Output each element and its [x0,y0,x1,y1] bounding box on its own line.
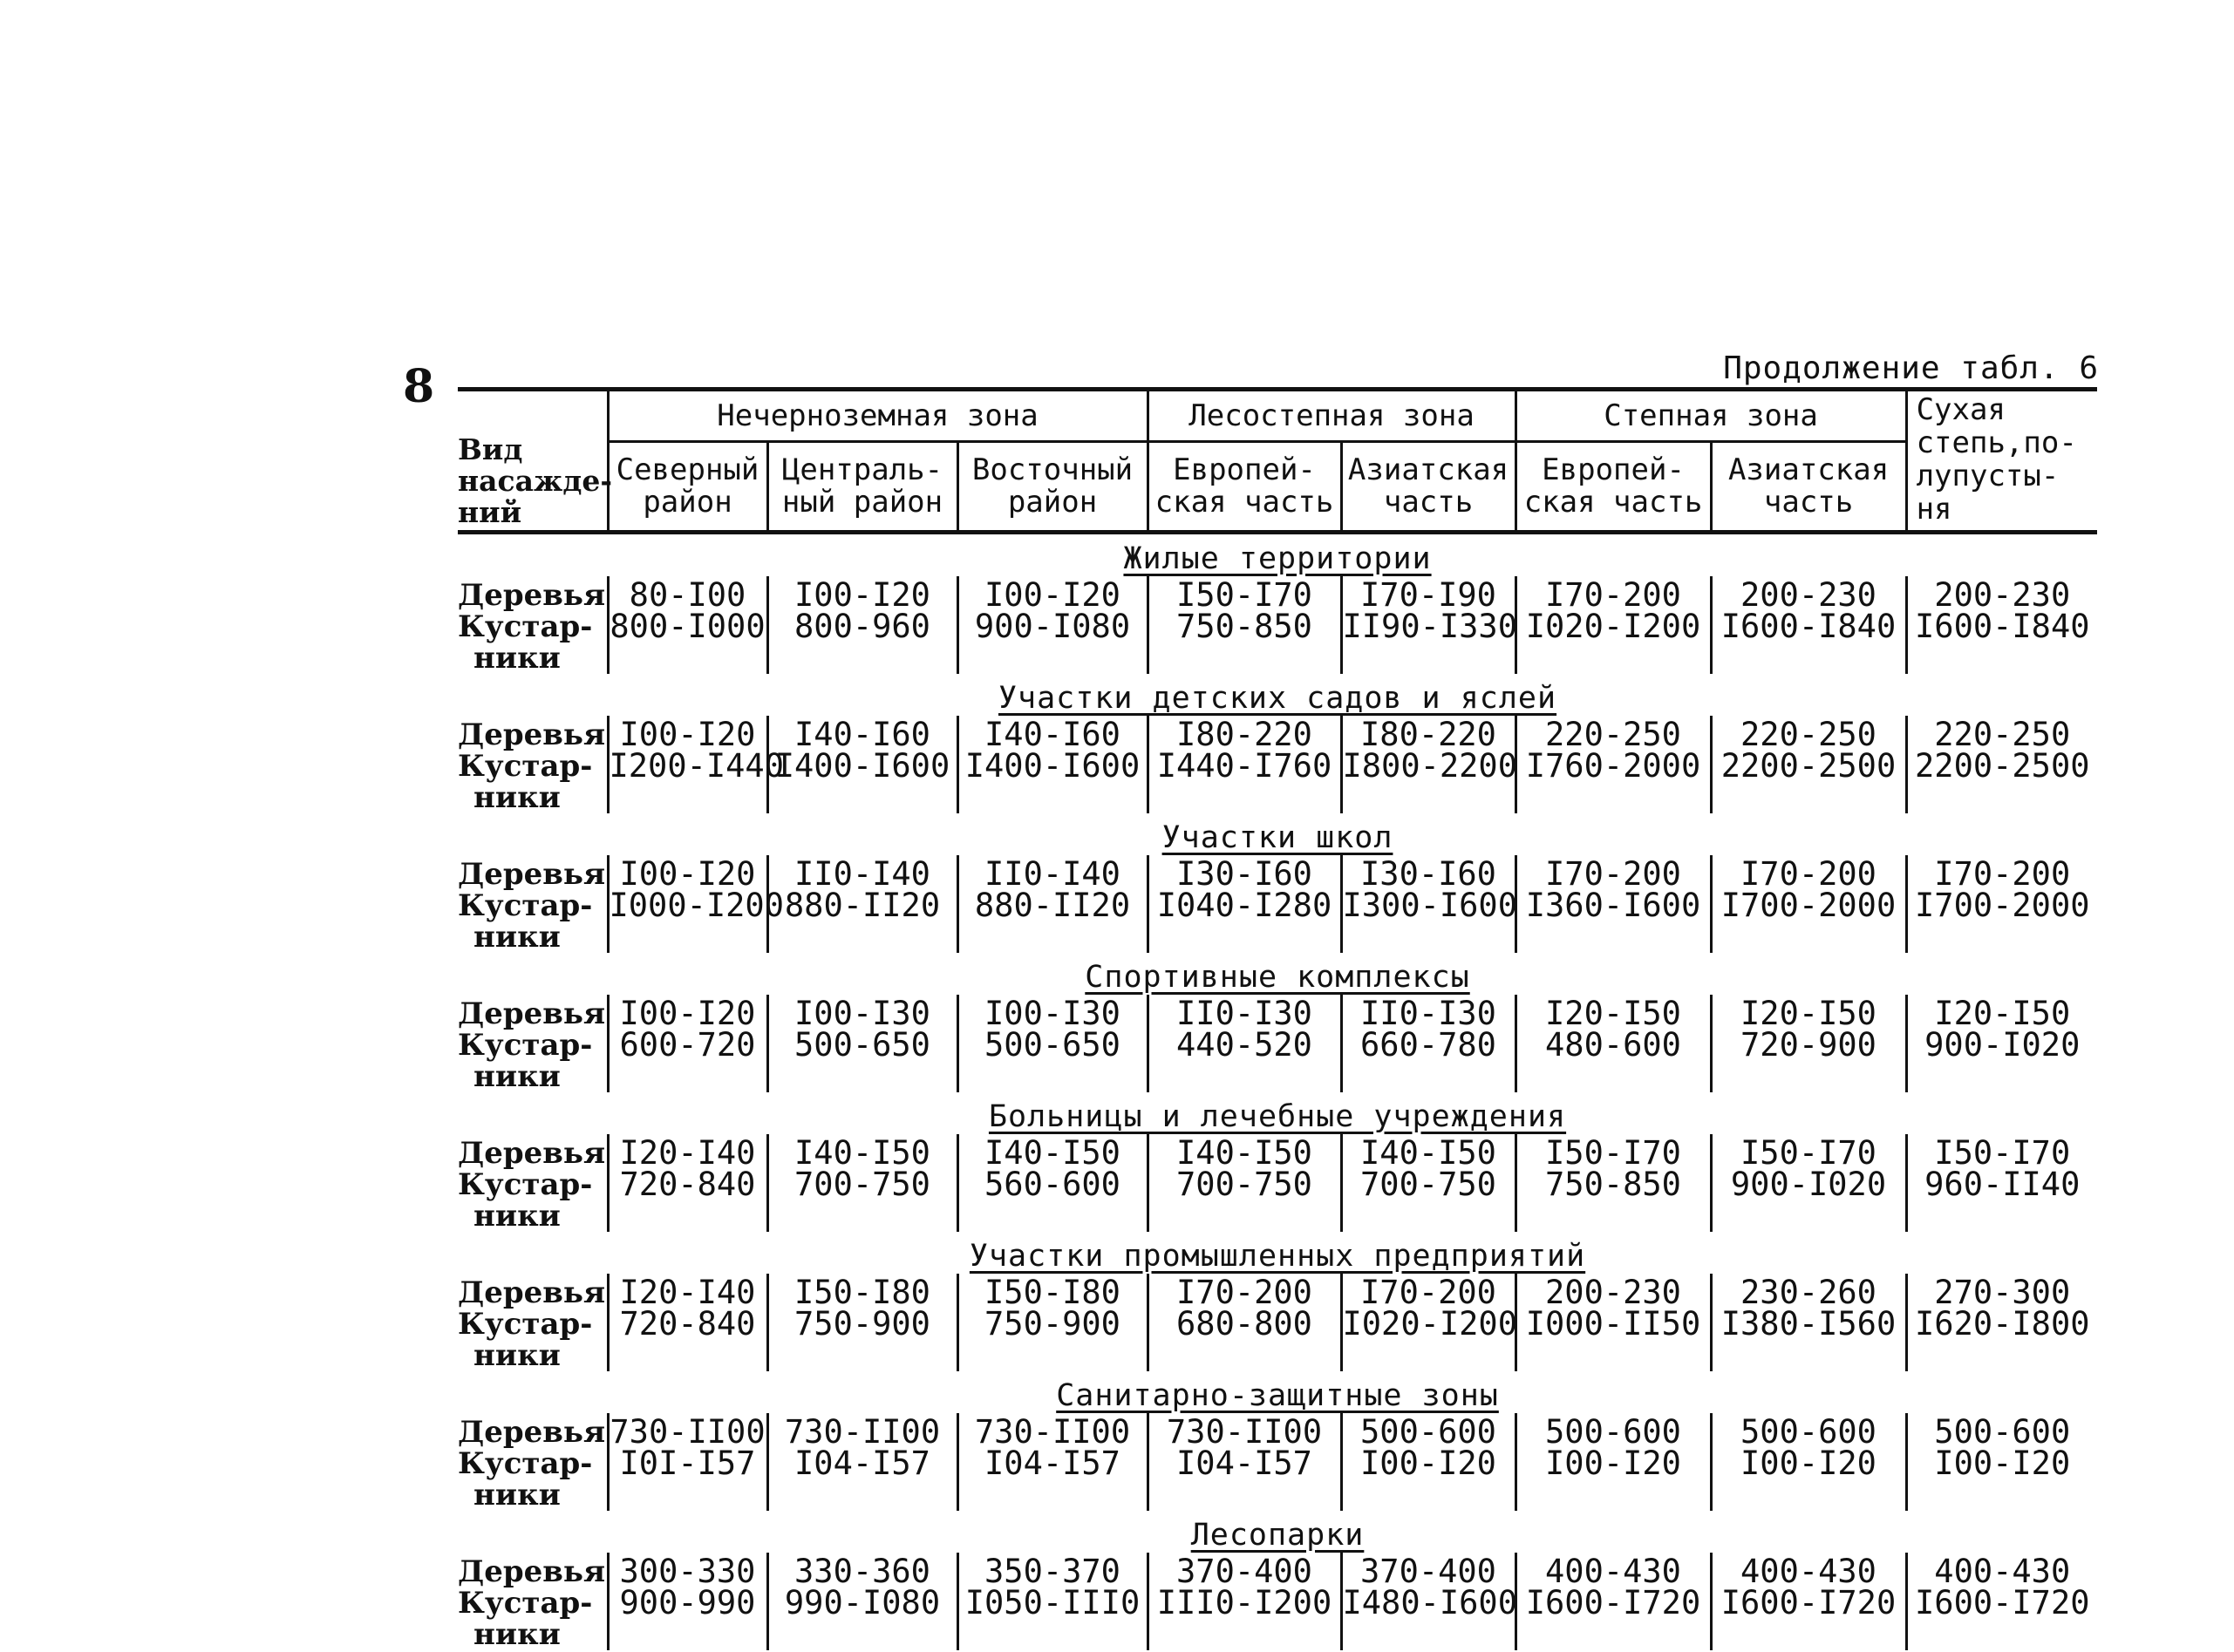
table-cell [1341,716,1515,813]
section-title: Жилые территории [1123,541,1432,576]
trees-value: 500-600 [1545,1413,1681,1451]
table-row [458,576,2097,674]
row-label: Деревья [458,1415,606,1450]
trees-value: II0-I40 [984,855,1120,893]
data-table [458,387,2097,1650]
row-label-cell [458,1413,608,1511]
trees-value: I40-I60 [984,716,1120,753]
trees-value: I40-I60 [794,716,930,753]
shrubs-value: 900-990 [619,1584,756,1621]
row-label: Кустар- [458,749,593,784]
table-cell [957,716,1148,813]
table-row [458,1134,2097,1232]
table-cell [1711,1274,1906,1371]
table-cell [1515,1274,1711,1371]
trees-value: 400-430 [1545,1553,1681,1590]
trees-value: 300-330 [619,1553,756,1590]
table-cell [767,1274,957,1371]
shrubs-value: 480-600 [1545,1026,1681,1064]
trees-value: I00-I30 [794,995,930,1032]
section-title-row [458,1092,2097,1134]
trees-value: I50-I80 [794,1274,930,1311]
table-cell [1515,1134,1711,1232]
table-row [458,1274,2097,1371]
shrubs-value: 600-720 [619,1026,756,1064]
row-label: Кустар- [458,1028,593,1063]
shrubs-value: I800-2200 [1342,747,1517,785]
trees-value: I20-I50 [1934,995,2071,1032]
table-cell [1515,716,1711,813]
table-cell [608,855,784,953]
trees-value: I00-I20 [619,855,756,893]
table-continuation-caption: Продолжение табл. 6 [1723,350,2099,386]
page-number: 8 [403,360,435,413]
shrubs-value: 990-I080 [784,1584,941,1621]
row-label: ники [473,780,561,815]
trees-value: 400-430 [1740,1553,1876,1590]
table-cell [1711,1413,1906,1511]
row-label: Кустар- [458,1586,593,1621]
trees-value: 230-260 [1740,1274,1876,1311]
table-cell [1148,1134,1341,1232]
shrubs-value: I400-I600 [774,747,950,785]
shrubs-value: 2200-2500 [1720,747,1897,785]
shrubs-value: I480-I600 [1342,1584,1517,1621]
table-cell [957,1553,1148,1650]
shrubs-value: I00-I20 [1360,1445,1496,1482]
trees-value: I70-I90 [1360,576,1496,614]
trees-value: I30-I60 [1176,855,1312,893]
trees-value: II0-I30 [1360,995,1496,1032]
table-cell [608,576,767,674]
shrubs-value: I700-2000 [1915,887,2090,924]
trees-value: 220-250 [1934,716,2071,753]
shrubs-value: I600-I720 [1525,1584,1701,1621]
row-label-cell [458,855,608,953]
table-cell [1711,1553,1906,1650]
table-row [458,855,2097,953]
row-label: Деревья [458,1554,606,1589]
trees-value: 730-II00 [974,1413,1131,1451]
shrubs-value: I000-I200 [609,887,784,924]
subcolumn-header: Северный район [608,442,767,533]
shrubs-value: I200-I440 [609,747,784,785]
table-cell [767,576,957,674]
table-cell [1906,716,2097,813]
trees-value: 200-230 [1934,576,2071,614]
trees-value: I70-200 [1740,855,1876,893]
trees-value: I40-I50 [1360,1134,1496,1172]
trees-value: II0-I30 [1176,995,1312,1032]
row-label: Кустар- [458,1307,593,1342]
table-cell [608,1413,767,1511]
shrubs-value: 900-I020 [1924,1026,2081,1064]
shrubs-value: 750-900 [794,1305,930,1343]
row-label: Деревья [458,1275,606,1310]
shrubs-value: 720-900 [1740,1026,1876,1064]
row-label-cell [458,1134,608,1232]
trees-value: I70-200 [1176,1274,1312,1311]
table-cell [1341,1553,1515,1650]
trees-value: I70-200 [1934,855,2071,893]
shrubs-value: 660-780 [1360,1026,1496,1064]
table-cell [1515,576,1711,674]
trees-value: I70-200 [1545,855,1681,893]
subcolumn-header: Азиатская часть [1711,442,1906,533]
trees-value: I00-I20 [984,576,1120,614]
row-label: ники [473,920,561,955]
table-cell [957,1134,1148,1232]
trees-value: I00-I20 [619,995,756,1032]
row-label: ники [473,1199,561,1234]
trees-value: I70-200 [1360,1274,1496,1311]
trees-value: I00-I20 [794,576,930,614]
shrubs-value: 880-II20 [784,887,941,924]
section-title-row [458,534,2097,576]
shrubs-value: 960-II40 [1924,1166,2081,1203]
shrubs-value: 700-750 [1176,1166,1312,1203]
table-cell [1906,855,2097,953]
trees-value: 200-230 [1740,576,1876,614]
table-cell [1341,576,1515,674]
trees-value: I40-I50 [794,1134,930,1172]
table-cell [1341,1274,1515,1371]
table-cell [608,1553,767,1650]
table-cell [1148,716,1341,813]
table-cell [1711,855,1906,953]
shrubs-value: I050-III0 [964,1584,1141,1621]
trees-value: I20-I50 [1740,995,1876,1032]
table-cell [1711,716,1906,813]
shrubs-value: 440-520 [1176,1026,1312,1064]
table-cell [1148,855,1341,953]
table-cell [957,855,1148,953]
shrubs-value: I300-I600 [1342,887,1517,924]
shrubs-value: 800-I000 [610,608,766,645]
trees-value: 330-360 [794,1553,930,1590]
table-cell [608,1134,767,1232]
trees-value: 370-400 [1360,1553,1496,1590]
section-title: Лесопарки [1190,1518,1365,1553]
shrubs-value: I400-I600 [964,747,1141,785]
trees-value: I00-I20 [619,716,756,753]
section-title-row [458,813,2097,855]
section-title-row [458,1232,2097,1274]
shrubs-value: 720-840 [619,1166,756,1203]
table-cell [767,1134,957,1232]
shrubs-value: 900-I020 [1730,1166,1887,1203]
shrubs-value: I760-2000 [1525,747,1701,785]
shrubs-value: I620-I800 [1915,1305,2090,1343]
shrubs-value: I04-I57 [984,1445,1120,1482]
zone-header-steppe: Степная зона [1515,390,1906,442]
trees-value: II0-I40 [794,855,930,893]
table-cell [1148,1553,1341,1650]
shrubs-value: 720-840 [619,1305,756,1343]
shrubs-value: 750-850 [1176,608,1312,645]
trees-value: I30-I60 [1360,855,1496,893]
trees-value: I20-I50 [1545,995,1681,1032]
section-title-row [458,953,2097,995]
shrubs-value: I000-II50 [1525,1305,1701,1343]
row-label-cell [458,716,608,813]
trees-value: I50-I70 [1740,1134,1876,1172]
trees-value: I50-I70 [1176,576,1312,614]
shrubs-value: 880-II20 [974,887,1131,924]
trees-value: 730-II00 [610,1413,766,1451]
table-cell [608,716,784,813]
shrubs-value: I04-I57 [1176,1445,1312,1482]
trees-value: 500-600 [1360,1413,1496,1451]
section-title: Больницы и лечебные учреждения [988,1099,1567,1134]
table-cell [1515,855,1711,953]
table-row [458,1413,2097,1511]
table-cell [608,1274,767,1371]
section-title: Санитарно-защитные зоны [1056,1378,1499,1413]
shrubs-value: I600-I840 [1720,608,1897,645]
section-title: Спортивные комплексы [1085,960,1470,995]
table-cell [1906,1413,2097,1511]
trees-value: I50-I70 [1934,1134,2071,1172]
table-cell [957,576,1148,674]
table-cell [1148,1413,1341,1511]
section-title-row [458,1511,2097,1553]
shrubs-value: 750-850 [1545,1166,1681,1203]
table-cell [1711,1134,1906,1232]
shrubs-value: I380-I560 [1720,1305,1897,1343]
section-title: Участки промышленных предприятий [969,1239,1586,1274]
table-cell [1148,576,1341,674]
row-label: Кустар- [458,1167,593,1202]
table-header [458,387,2097,534]
section-title-row [458,1371,2097,1413]
table-cell [1341,995,1515,1092]
table-cell [608,995,767,1092]
trees-value: I80-220 [1360,716,1496,753]
row-label: ники [473,1478,561,1513]
row-label-cell [458,1553,608,1650]
row-label: Кустар- [458,888,593,923]
trees-value: 370-400 [1176,1553,1312,1590]
trees-value: I40-I50 [984,1134,1120,1172]
row-label: Деревья [458,717,606,752]
trees-value: 400-430 [1934,1553,2071,1590]
row-label: Деревья [458,578,606,613]
table-cell [1711,995,1906,1092]
table-cell [1906,1274,2097,1371]
row-label: Деревья [458,1136,606,1171]
trees-value: 80-I00 [629,576,746,614]
shrubs-value: II90-I330 [1342,608,1517,645]
table-cell [1515,1553,1711,1650]
shrubs-value: I040-I280 [1156,887,1332,924]
subcolumn-header: Европей- ская часть [1148,442,1341,533]
shrubs-value: 500-650 [984,1026,1120,1064]
shrubs-value: III0-I200 [1156,1584,1332,1621]
trees-value: 220-250 [1545,716,1681,753]
table-cell [767,1413,957,1511]
shrubs-value: I440-I760 [1156,747,1332,785]
row-label: ники [473,1338,561,1373]
table-cell [767,855,957,953]
subcolumn-header: Европей- ская часть [1515,442,1711,533]
trees-value: 220-250 [1740,716,1876,753]
trees-value: I20-I40 [619,1274,756,1311]
table-cell [1515,1413,1711,1511]
row-label: ники [473,1059,561,1094]
trees-value: I80-220 [1176,716,1312,753]
shrubs-value: 700-750 [794,1166,930,1203]
table-row [458,716,2097,813]
shrubs-value: 560-600 [984,1166,1120,1203]
row-label-cell [458,995,608,1092]
shrubs-value: I600-I720 [1915,1584,2090,1621]
shrubs-value: I00-I20 [1740,1445,1876,1482]
section-title: Участки детских садов и яслей [998,681,1557,716]
shrubs-value: I360-I600 [1525,887,1701,924]
shrubs-value: 900-I080 [974,608,1131,645]
table-body [458,534,2097,1650]
trees-value: 350-370 [984,1553,1120,1590]
table-cell [957,1413,1148,1511]
trees-value: I40-I50 [1176,1134,1312,1172]
table-cell [767,1553,957,1650]
shrubs-value: I020-I200 [1342,1305,1517,1343]
table-cell [1341,855,1515,953]
shrubs-value: I700-2000 [1720,887,1897,924]
shrubs-value: 700-750 [1360,1166,1496,1203]
row-label: Кустар- [458,609,593,644]
table-cell [1711,576,1906,674]
subcolumn-header: Восточный район [957,442,1148,533]
shrubs-value: 800-960 [794,608,930,645]
trees-value: 500-600 [1740,1413,1876,1451]
row-label-header: Вид насажде- ний [458,390,608,533]
row-label-cell [458,1274,608,1371]
shrubs-value: I600-I840 [1915,608,2090,645]
table-cell [1906,576,2097,674]
shrubs-value: I00-I20 [1545,1445,1681,1482]
row-label: Деревья [458,996,606,1031]
table-cell [1148,1274,1341,1371]
subcolumn-header: Азиатская часть [1341,442,1515,533]
shrubs-value: 500-650 [794,1026,930,1064]
table-cell [1906,1134,2097,1232]
trees-value: I50-I70 [1545,1134,1681,1172]
row-label: ники [473,1617,561,1652]
table-cell [1341,1413,1515,1511]
section-title: Участки школ [1161,820,1393,855]
trees-value: I50-I80 [984,1274,1120,1311]
shrubs-value: I020-I200 [1525,608,1701,645]
section-title-row [458,674,2097,716]
trees-value: I70-200 [1545,576,1681,614]
trees-value: 270-300 [1934,1274,2071,1311]
table-cell [1515,995,1711,1092]
shrubs-value: 2200-2500 [1915,747,2090,785]
zone-header-forest-steppe: Лесостепная зона [1148,390,1515,442]
table-cell [1341,1134,1515,1232]
trees-value: 500-600 [1934,1413,2071,1451]
zone-header-nonchernozem: Нечерноземная зона [608,390,1148,442]
zone-header-dry-steppe: Сухая степь,по- лупусты- ня [1906,390,2097,533]
table-cell [1906,995,2097,1092]
table-cell [1148,995,1341,1092]
row-label: Деревья [458,857,606,892]
trees-value: 730-II00 [1166,1413,1323,1451]
table-row [458,1553,2097,1650]
shrubs-value: I0I-I57 [619,1445,756,1482]
table-cell [767,995,957,1092]
table-row [458,995,2097,1092]
shrubs-value: I04-I57 [794,1445,930,1482]
shrubs-value: 750-900 [984,1305,1120,1343]
row-label: Кустар- [458,1446,593,1481]
table-cell [767,716,957,813]
trees-value: 200-230 [1545,1274,1681,1311]
table-cell [957,1274,1148,1371]
subcolumn-header: Централь- ный район [767,442,957,533]
shrubs-value: I600-I720 [1720,1584,1897,1621]
trees-value: 730-II00 [784,1413,941,1451]
row-label: ники [473,641,561,676]
shrubs-value: I00-I20 [1934,1445,2071,1482]
trees-value: I20-I40 [619,1134,756,1172]
trees-value: I00-I30 [984,995,1120,1032]
shrubs-value: 680-800 [1176,1305,1312,1343]
table-cell [957,995,1148,1092]
table-cell [1906,1553,2097,1650]
subcolumn-header-row [458,442,2097,533]
row-label-cell [458,576,608,674]
